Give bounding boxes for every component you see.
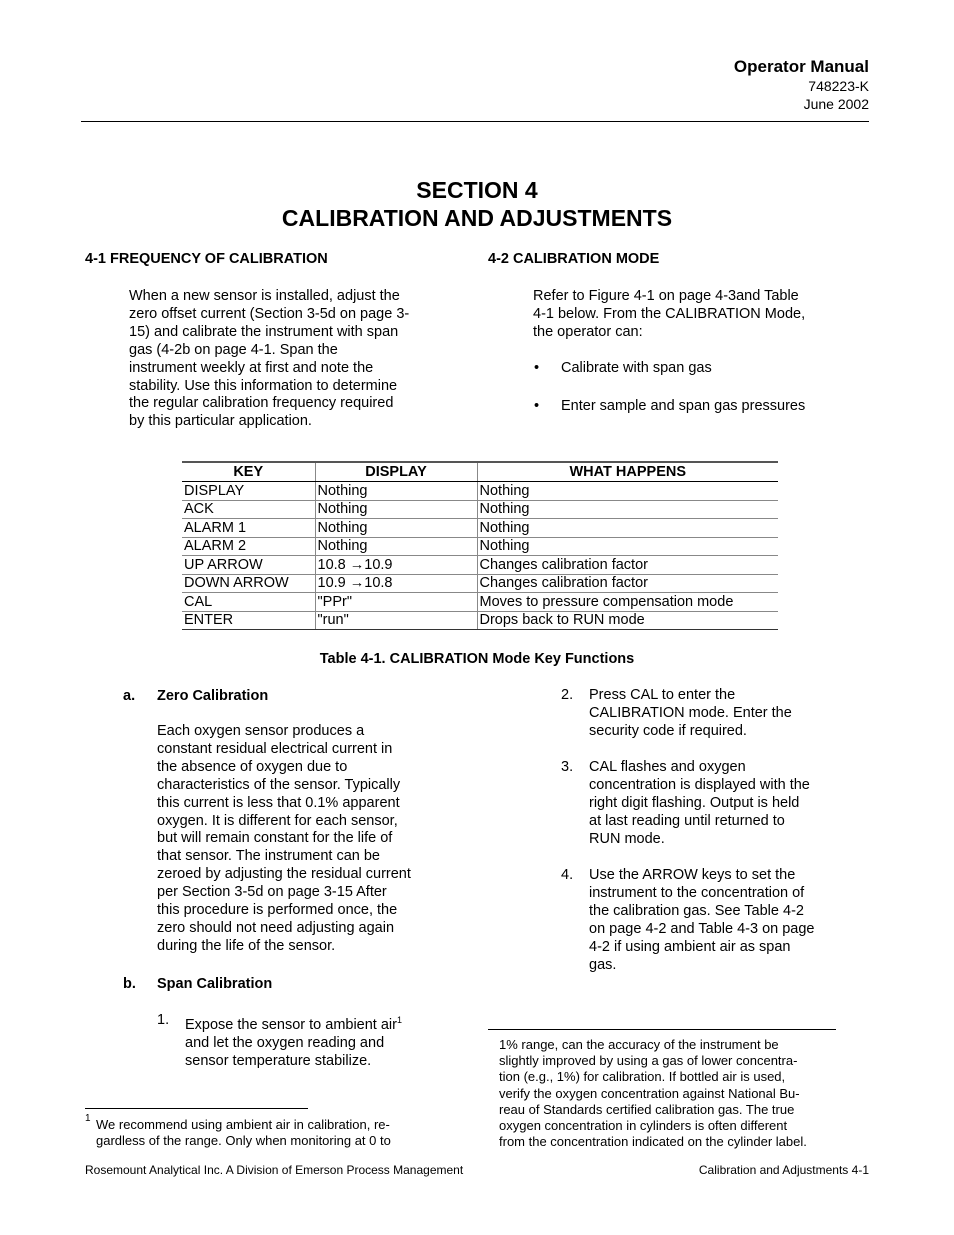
doc-date: June 2002 xyxy=(803,96,869,112)
footer-company: Rosemount Analytical Inc. A Division of Emerson Process Management xyxy=(85,1163,464,1177)
heading-4-1: 4-1 FREQUENCY OF CALIBRATION xyxy=(85,251,328,267)
table-cell: DOWN ARROW xyxy=(182,574,315,593)
doc-number: 748223-K xyxy=(808,78,869,94)
table-cell: Nothing xyxy=(477,519,778,538)
section-title: CALIBRATION AND ADJUSTMENTS xyxy=(281,205,673,231)
table-cell: UP ARROW xyxy=(182,556,315,575)
bullet-icon: • xyxy=(534,360,540,376)
table-cell: ALARM 2 xyxy=(182,537,315,556)
table-caption: Table 4-1. CALIBRATION Mode Key Functions xyxy=(319,651,635,667)
table-cell: Drops back to RUN mode xyxy=(477,611,778,630)
table-cell: Changes calibration factor xyxy=(477,574,778,593)
section-number: SECTION 4 xyxy=(416,177,538,203)
paragraph-4-2: Refer to Figure 4-1 on page 4-3and Table 4-1 below. From the CALIBRATION Mode, the operator can: xyxy=(533,288,806,340)
table-cell: Nothing xyxy=(315,537,477,556)
column-header: DISPLAY xyxy=(315,462,477,482)
table-cell: "PPr" xyxy=(315,593,477,612)
heading-span-calibration: Span Calibration xyxy=(157,976,273,992)
table-row xyxy=(182,593,778,612)
step-2-text: Press CAL to enter the CALIBRATION mode. Enter the security code if required. xyxy=(589,687,792,739)
table-cell: DISPLAY xyxy=(182,482,315,501)
table-cell: Nothing xyxy=(477,500,778,519)
table-row xyxy=(182,574,778,593)
table-cell: "run" xyxy=(315,611,477,630)
step-number: 4. xyxy=(561,867,574,883)
table-row xyxy=(182,519,778,538)
heading-zero-calibration: Zero Calibration xyxy=(157,688,269,704)
table-cell: Moves to pressure compensation mode xyxy=(477,593,778,612)
column-header: WHAT HAPPENS xyxy=(477,462,778,482)
footnote-rule-right xyxy=(488,1029,836,1030)
step-4-text: Use the ARROW keys to set the instrument to the concentration of the calibration gas. See Table 4-2 on page 4-2 and Table 4-3 on page 4-2 if using ambient air as span gas. xyxy=(589,867,815,973)
heading-4-2: 4-2 CALIBRATION MODE xyxy=(488,251,660,267)
table-row xyxy=(182,556,778,575)
table-row xyxy=(182,500,778,519)
item-label-b: b. xyxy=(123,976,136,992)
footnote-reference: 1 xyxy=(396,1015,402,1025)
step-1-text: Expose the sensor to ambient air$^1$ and let the oxygen reading and sensor temperature stabilize. xyxy=(185,1015,402,1069)
table-cell: 10.8 →10.9 xyxy=(315,556,477,575)
item-label-a: a. xyxy=(123,688,136,704)
table-cell: ALARM 1 xyxy=(182,519,315,538)
footnote-mark: 1 xyxy=(85,1113,91,1124)
step-number: 1. xyxy=(157,1012,170,1028)
step-3-text: CAL flashes and oxygen concentration is displayed with the right digit flashing. Output is held at last reading until returned to RUN mode. xyxy=(589,759,810,847)
table-cell: Nothing xyxy=(315,519,477,538)
footnote-text: We recommend using ambient air in calibration, re- gardless of the range. Only when monitoring at 0 to xyxy=(96,1117,391,1149)
manual-title: Operator Manual xyxy=(733,57,869,76)
column-header: KEY xyxy=(182,462,315,482)
table-cell: Nothing xyxy=(477,537,778,556)
footnote-rule-left xyxy=(85,1108,308,1109)
bullet-item: Enter sample and span gas pressures xyxy=(561,398,806,414)
step-number: 3. xyxy=(561,759,574,775)
header-rule xyxy=(81,121,869,122)
table-cell: Nothing xyxy=(315,500,477,519)
table-cell: Nothing xyxy=(477,482,778,501)
table-row xyxy=(182,537,778,556)
table-row xyxy=(182,611,778,630)
paragraph-zero-calibration: Each oxygen sensor produces a constant residual electrical current in the absence of oxygen due to characteristics of the sensor. Typically this current is less that 0.1% apparent oxygen. It is different for each sensor, but will remain constant for the life of that sensor. The instrument can be zeroed by adjusting the residual current per Section 3-5d on page 3-15 After this procedure is performed once, the zero should not need adjusting again during the life of the sensor. xyxy=(157,723,411,954)
table-cell: ENTER xyxy=(182,611,315,630)
bullet-item: Calibrate with span gas xyxy=(561,360,712,376)
paragraph-4-1: When a new sensor is installed, adjust the zero offset current (Section 3-5d on page 3- 15) and calibrate the instrument with span gas (4-2b on page 4-1. Span the instrument weekly at first and note the stability. Use this information to determine the regular calibration frequency required by this particular application. xyxy=(129,288,410,430)
step-number: 2. xyxy=(561,687,574,703)
key-functions-table xyxy=(182,461,778,630)
table-cell: Nothing xyxy=(315,482,477,501)
footer-page: Calibration and Adjustments 4-1 xyxy=(698,1163,869,1177)
table-cell: ACK xyxy=(182,500,315,519)
table-cell: 10.9 →10.8 xyxy=(315,574,477,593)
table-row xyxy=(182,482,778,501)
table-cell: Changes calibration factor xyxy=(477,556,778,575)
table-cell: CAL xyxy=(182,593,315,612)
table-header-row xyxy=(182,462,778,482)
footnote-continued: 1% range, can the accuracy of the instrument be slightly improved by using a gas of lower concentra- tion (e.g., 1%) for calibration. If bottled air is used, verify the oxygen concentration against National Bu- reau of Standards certified calibration gas. The true oxygen concentration in cylinders is often different from the concentration indicated on the cylinder label. xyxy=(499,1037,807,1150)
bullet-icon: • xyxy=(534,398,540,414)
